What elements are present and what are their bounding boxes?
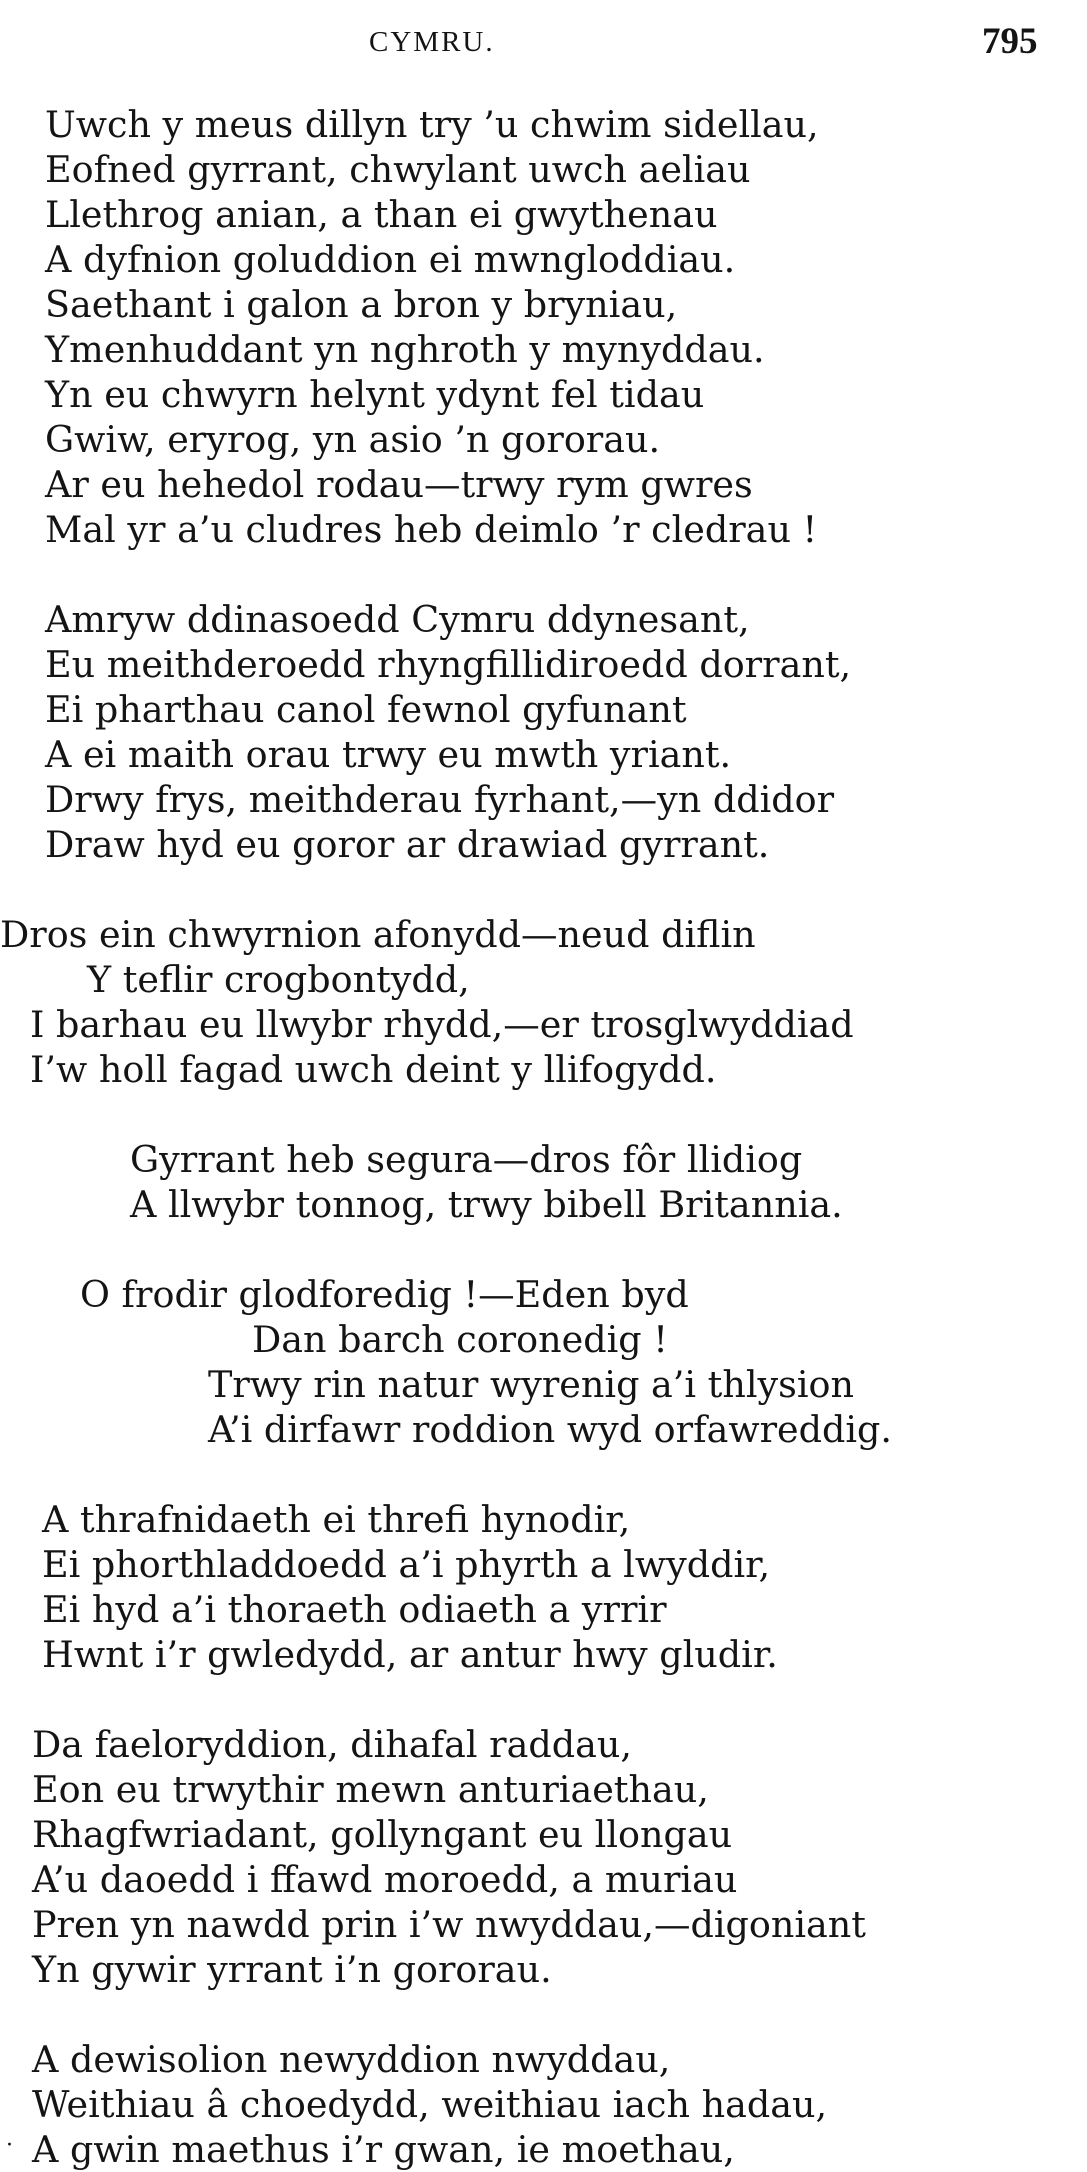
verse-line: A gwin maethus i’r gwan, ie moethau, bbox=[32, 2128, 735, 2171]
verse-line: A dewisolion newyddion nwyddau, bbox=[32, 2038, 671, 2081]
verse-line: Yn gywir yrrant i’n gororau. bbox=[32, 1948, 552, 1991]
verse-line: I barhau eu llwybr rhydd,—er trosglwyddiad bbox=[30, 1003, 854, 1046]
verse-line: A thrafnidaeth ei threfi hynodir, bbox=[42, 1498, 631, 1541]
verse-line: Gwiw, eryrog, yn asio ’n gororau. bbox=[45, 418, 661, 461]
verse-line: Amryw ddinasoedd Cymru ddynesant, bbox=[45, 598, 750, 641]
verse-line: Mal yr a’u cludres heb deimlo ’r cledrau ! bbox=[45, 508, 818, 551]
verse-line: I’w holl fagad uwch deint y llifogydd. bbox=[30, 1048, 717, 1091]
stanza-1 bbox=[0, 102, 1087, 552]
verse-line: Ar eu hehedol rodau—trwy rym gwres bbox=[45, 463, 753, 506]
verse-line: Trwy rin natur wyrenig a’i thlysion bbox=[208, 1363, 855, 1406]
verse-line: Uwch y meus dillyn try ’u chwim sidellau, bbox=[45, 103, 819, 146]
stanza-6 bbox=[0, 1497, 1087, 1677]
stanza-2 bbox=[0, 597, 1087, 867]
verse-line: A ei maith orau trwy eu mwth yriant. bbox=[45, 733, 732, 776]
stanza-8 bbox=[0, 2037, 1087, 2172]
stanza-5 bbox=[0, 1272, 1087, 1452]
verse-line: Eu meithderoedd rhyngfillidiroedd dorrant, bbox=[45, 643, 852, 686]
verse-line: Pren yn nawdd prin i’w nwyddau,—digoniant bbox=[32, 1903, 866, 1946]
page-number: 795 bbox=[982, 21, 1038, 62]
stanza-3 bbox=[0, 912, 1087, 1092]
verse-line: Yn eu chwyrn helynt ydynt fel tidau bbox=[45, 373, 705, 416]
margin-mark: · bbox=[6, 2133, 13, 2158]
verse-line: Dros ein chwyrnion afonydd—neud diflin bbox=[0, 913, 756, 956]
verse-line: A’i dirfawr roddion wyd orfawreddig. bbox=[208, 1408, 893, 1451]
verse-line: Da faeloryddion, dihafal raddau, bbox=[32, 1723, 632, 1766]
verse-line: Drwy frys, meithderau fyrhant,—yn ddidor bbox=[45, 778, 835, 821]
running-title: CYMRU. bbox=[369, 26, 495, 58]
verse-line: Eofned gyrrant, chwylant uwch aeliau bbox=[45, 148, 751, 191]
verse-line: Hwnt i’r gwledydd, ar antur hwy gludir. bbox=[42, 1633, 778, 1676]
verse-line: Draw hyd eu goror ar drawiad gyrrant. bbox=[45, 823, 770, 866]
stanza-7 bbox=[0, 1722, 1087, 1992]
verse-line: Y teflir crogbontydd, bbox=[87, 958, 470, 1001]
verse-line: Weithiau â choedydd, weithiau iach hadau, bbox=[32, 2083, 828, 2126]
stanza-4 bbox=[0, 1137, 1087, 1227]
verse-line: O frodir glodforedig !—Eden byd bbox=[80, 1273, 689, 1316]
verse-line: Rhagfwriadant, gollyngant eu llongau bbox=[32, 1813, 733, 1856]
poem-body bbox=[0, 102, 1087, 2172]
verse-line: Ymenhuddant yn nghroth y mynyddau. bbox=[45, 328, 765, 371]
verse-line: Llethrog anian, a than ei gwythenau bbox=[45, 193, 718, 236]
verse-line: Dan barch coronedig ! bbox=[252, 1318, 668, 1361]
verse-line: Ei hyd a’i thoraeth odiaeth a yrrir bbox=[42, 1588, 667, 1631]
verse-line: A’u daoedd i ffawd moroedd, a muriau bbox=[32, 1858, 738, 1901]
verse-line: Ei phorthladdoedd a’i phyrth a lwyddir, bbox=[42, 1543, 771, 1586]
verse-line: A llwybr tonnog, trwy bibell Britannia. bbox=[130, 1183, 843, 1226]
verse-line: Saethant i galon a bron y bryniau, bbox=[45, 283, 678, 326]
verse-line: Gyrrant heb segura—dros fôr llidiog bbox=[130, 1138, 803, 1181]
verse-line: Ei pharthau canol fewnol gyfunant bbox=[45, 688, 687, 731]
verse-line: A dyfnion goluddion ei mwngloddiau. bbox=[45, 238, 736, 281]
verse-line: Eon eu trwythir mewn anturiaethau, bbox=[32, 1768, 709, 1811]
